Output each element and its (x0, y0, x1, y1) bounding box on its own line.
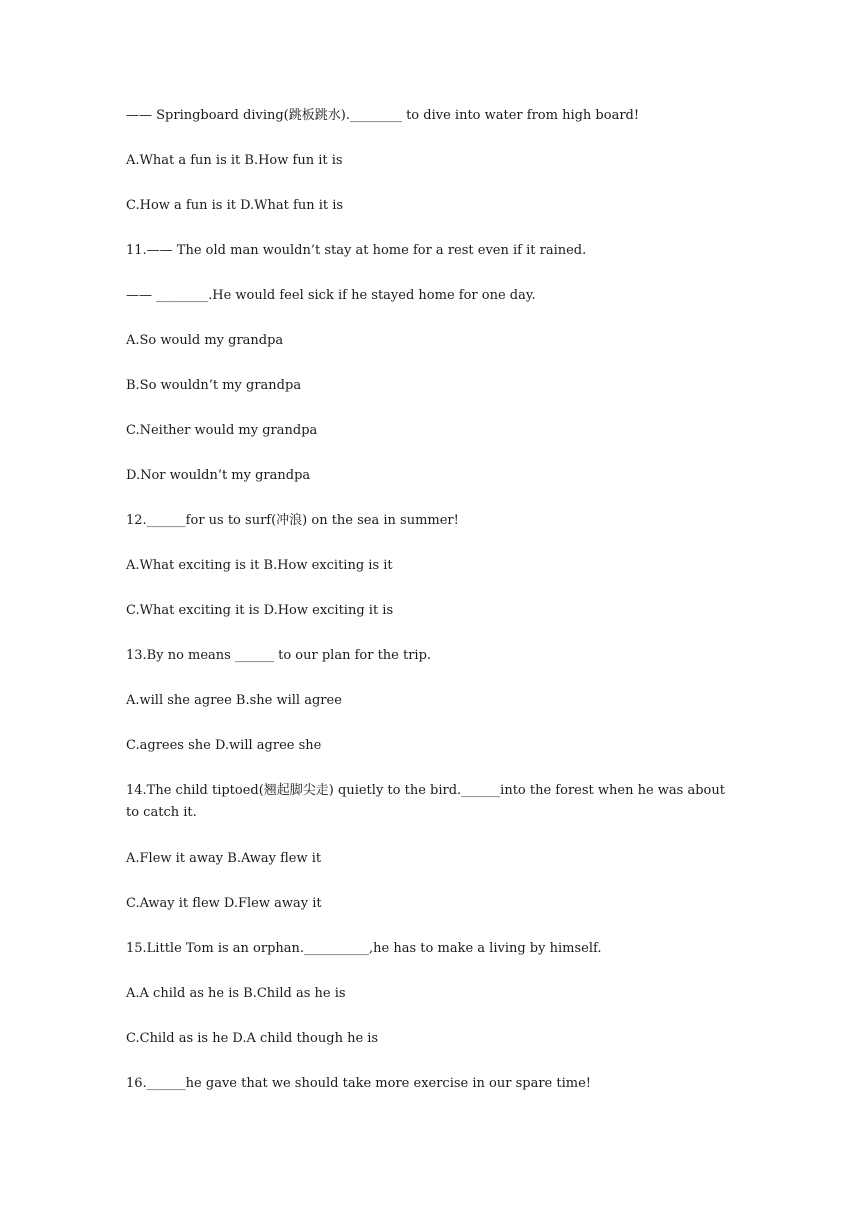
option-line: C.Neither would my grandpa (126, 423, 318, 438)
question-12-stem: 12.______for us to surf(冲浪) on the sea in summer! (126, 513, 459, 528)
question-16-stem: 16.______he gave that we should take more exercise in our spare time! (126, 1076, 591, 1091)
question-14-stem: 14.The child tiptoed(翘起脚尖走) quietly to the bird.______into the forest when he was about to catch it. (126, 783, 730, 820)
question-15-stem: 15.Little Tom is an orphan.__________,he has to make a living by himself. (126, 941, 602, 956)
option-line: A.will she agree B.she will agree (126, 693, 342, 708)
question-11-stem: 11.—— The old man wouldn’t stay at home for a rest even if it rained. (126, 243, 587, 258)
option-line: A.What a fun is it B.How fun it is (126, 153, 343, 168)
option-line: C.How a fun is it D.What fun it is (126, 198, 344, 213)
option-line: A.What exciting is it B.How exciting is it (126, 558, 393, 573)
option-line: C.Away it flew D.Flew away it (126, 896, 322, 911)
question-13-stem: 13.By no means ______ to our plan for the trip. (126, 648, 432, 663)
question-11-dialogue-line: —— ________.He would feel sick if he stayed home for one day. (126, 288, 536, 303)
option-line: A.Flew it away B.Away flew it (126, 851, 322, 866)
option-line: A.A child as he is B.Child as he is (126, 986, 346, 1001)
option-line: C.What exciting it is D.How exciting it is (126, 603, 394, 618)
option-line: A.So would my grandpa (126, 333, 284, 348)
option-line: D.Nor wouldn’t my grandpa (126, 468, 311, 483)
option-line: C.agrees she D.will agree she (126, 738, 322, 753)
option-line: B.So wouldn’t my grandpa (126, 378, 302, 393)
question-10-dialogue-line: —— Springboard diving(跳板跳水).________ to dive into water from high board! (126, 108, 640, 123)
option-line: C.Child as is he D.A child though he is (126, 1031, 379, 1046)
